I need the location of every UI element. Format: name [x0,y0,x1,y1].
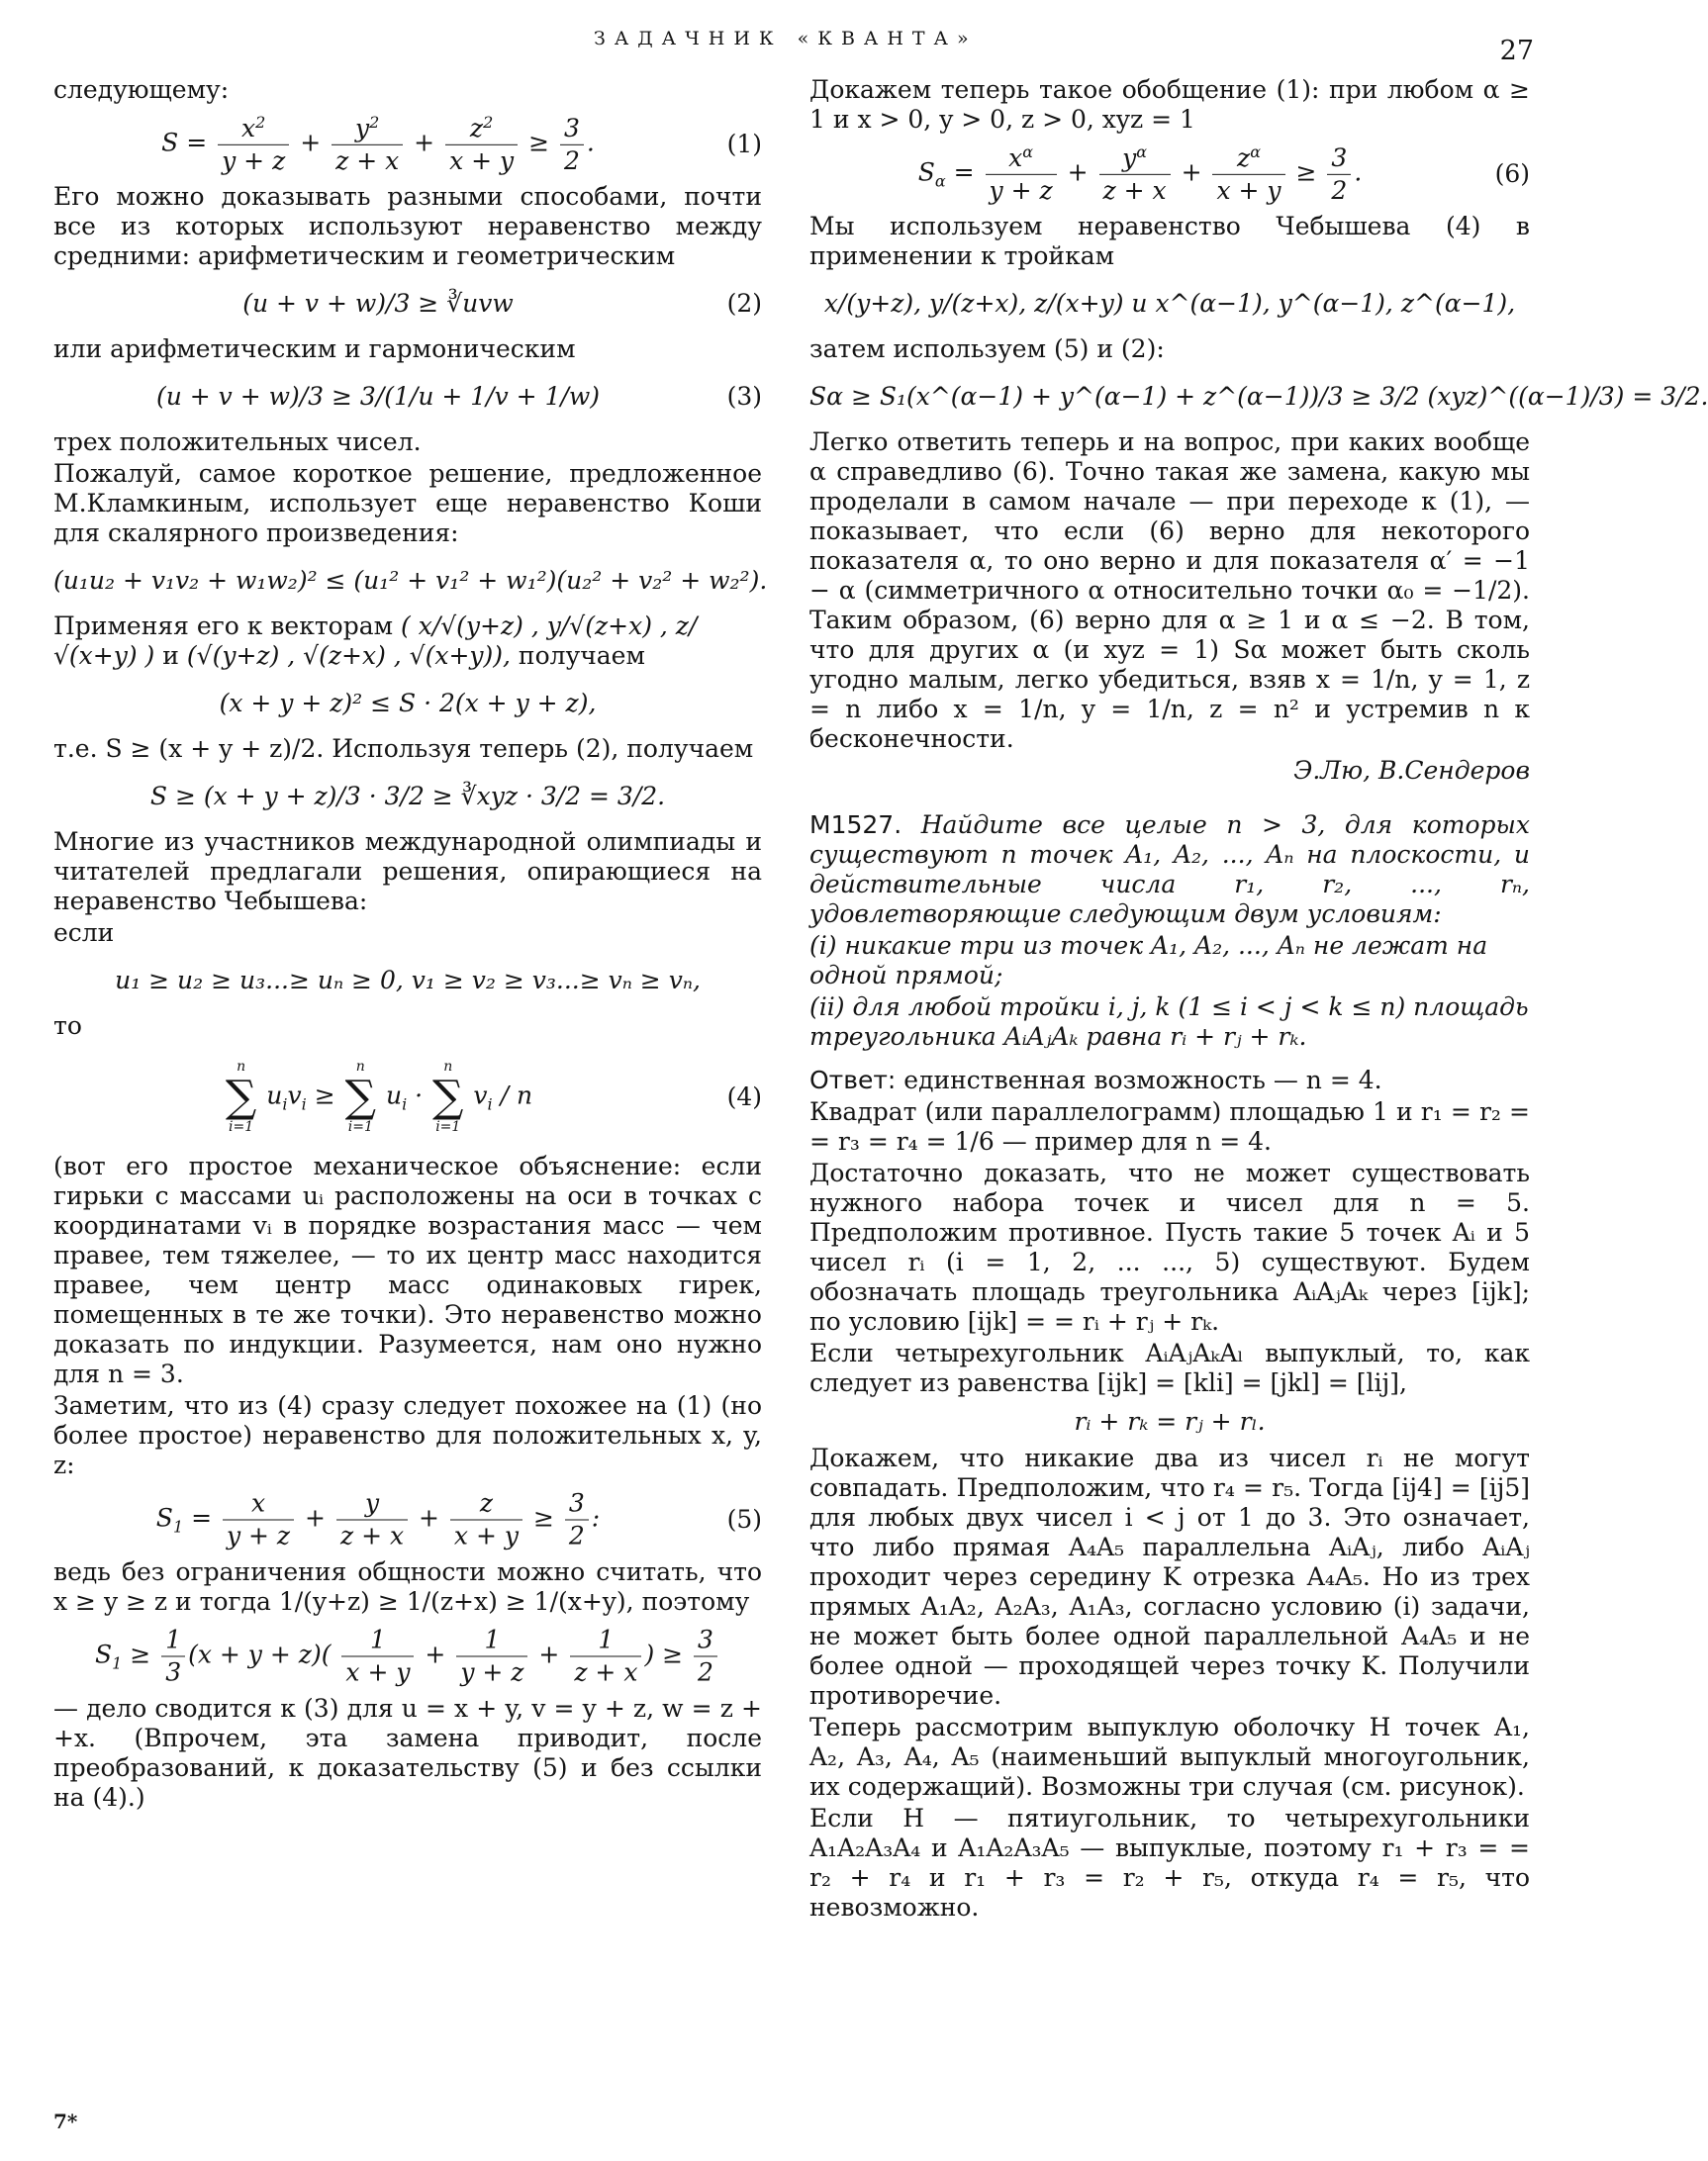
left-column [53,75,768,1815]
text: и [162,641,179,670]
equation-5 [53,1482,762,1557]
equation-r [809,1400,1530,1444]
vector-2: (√(y+z) , √(z+x) , √(x+y)), [186,641,511,670]
answer-label: Ответ: [809,1066,897,1094]
text: Применяя его к векторам [53,611,394,640]
s1-formula: $S_1$ ≥ $\frac{1}{3}$ (x + y + z)( $\frac{1}{x + y}$ + $\frac{1}{y + z}$ + $\frac{1}{z + x}$ ) ≥ $\frac{3}{2}$ [53,1626,762,1688]
sa-formula: Sα ≥ S₁(x^(α−1) + y^(α−1) + z^(α−1))/3 ≥ 3/2 (xyz)^((α−1)/3) = 3/2. [809,382,1708,411]
running-title: ЗАДАЧНИК «КВАНТА» [594,28,978,49]
paragraph: Легко ответить теперь и на вопрос, при каких вообще α справедливо (6). Точно такая же замена, какую мы проделали в самом начале — при переходе к (1), — показывает, что если (6) верно для некоторого показателя α, то оно верно и для показателя α′ = −1 − α (симметричного α относительно точки α₀ = −1/2). Таким образом, (6) верно для α ≥ 1 и α ≤ −2. В том, что для других α (и xyz = 1) Sα может быть сколь угодно малым, легко убедиться, взяв x = 1/n, y = 1, z = n либо x = 1/n, y = 1/n, z = n² и устремив n к бесконечности. [809,427,1530,753]
paragraph: следующему: [53,75,230,104]
answer [809,1066,1530,1095]
answer-text: единственная возможность — n = 4. [903,1066,1382,1094]
signature-mark: 7* [53,2110,78,2133]
equation-number: (6) [1494,159,1530,188]
paragraph: Мы используем неравенство Чебышева (4) в применении к тройкам [809,212,1530,270]
r-formula: rᵢ + rₖ = rⱼ + rₗ. [1074,1407,1266,1436]
vector-1: ( x/√(y+z) , y/√(z+x) , z/√(x+y) ) [53,611,698,670]
paragraph: Достаточно доказать, что не может существовать нужного набора точек и чисел для n = 5. Предположим противное. Пусть такие 5 точек Aᵢ и 5 чисел rᵢ (i = 1, 2, ... ..., 5) существуют. Будем обозначать площадь треугольника AᵢAⱼAₖ через [ijk]; по условию [ijk] = = rᵢ + rⱼ + rₖ. [809,1159,1530,1336]
paragraph: трех положительных чисел. [53,427,422,456]
condition-i: (i) никакие три из точек A₁, A₂, ..., Aₙ не лежат на одной прямой; [809,931,1488,989]
author-signature: Э.Лю, В.Сендеров [1293,756,1530,785]
equation-6 [809,137,1530,212]
paragraph: Если H — пятиугольник, то четырехугольники A₁A₂A₃A₄ и A₁A₂A₃A₅ — выпуклые, поэтому r₁ + r₃ = = r₂ + r₄ и r₁ + r₃ = r₂ + r₅, откуда r₄ = r₅, что невозможно. [809,1804,1530,1922]
cauchy-formula: (u₁u₂ + v₁v₂ + w₁w₂)² ≤ (u₁² + v₁² + w₁²)(u₂² + v₂² + w₂²). [53,566,768,595]
equation-2 [53,273,762,334]
problem-id: М1527. [809,810,902,839]
equation-number: (2) [726,289,762,318]
paragraph: Если четырехугольник AᵢAⱼAₖAₗ выпуклый, то, как следует из равенства [ijk] = [kli] = [jkl] = [lij], [809,1339,1530,1397]
paragraph: ведь без ограничения общности можно считать, что x ≥ y ≥ z и тогда 1/(y+z) ≥ 1/(z+x) ≥ 1/(x+y), поэтому [53,1557,762,1616]
equation-3 [53,366,762,427]
paragraph: Его можно доказывать разными способами, почти все из которых используют неравенство между средними: арифметическим и геометрическим [53,182,762,270]
equation-2-formula: (u + v + w)/3 ≥ ∛uvw [242,289,514,318]
equation-number: (4) [726,1082,762,1111]
paragraph: Докажем теперь такое обобщение (1): при любом α ≥ 1 и x > 0, y > 0, z > 0, xyz = 1 [809,75,1530,134]
problem-text: Найдите все целые n > 3, для которых существуют n точек A₁, A₂, ..., Aₙ на плоскости, и действительные числа r₁, r₂, ..., rₙ, удовлетворяющие следующим двум условиям: [809,810,1530,928]
problem-statement [809,810,1530,929]
equation-number: (3) [726,382,762,411]
equation-1 [53,107,762,182]
paragraph: или арифметическим и гармоническим [53,334,576,363]
s-formula: S ≥ (x + y + z)/3 · 3/2 ≥ ∛xyz · 3/2 = 3/2. [149,782,666,810]
equation-s1 [53,1619,762,1694]
equation-order [53,950,762,1011]
triples [809,273,1530,334]
equation-number: (5) [726,1505,762,1534]
equation-s [53,766,762,827]
triples-formula: x/(y+z), y/(z+x), z/(x+y) и x^(α−1), y^(α−1), z^(α−1), [823,289,1516,318]
paragraph: (вот его простое механическое объяснение: если гирьки с массами uᵢ расположены на оси в точках с координатами vᵢ в порядке возрастания масс — чем правее, тем тяжелее, — то их центр масс находится правее, чем центр масс одинаковых гирек, помещенных в те же точки). Это неравенство можно доказать по индукции. Разумеется, нам оно нужно для n = 3. [53,1152,762,1388]
paragraph: если [53,918,115,947]
equation-1-formula: S = $\frac{x^2}{y + z}$ + $\frac{y^2}{z + x}$ + $\frac{z^2}{x + y}$ ≥ $\frac{3}{2}$ . [161,112,595,176]
equation-4 [53,1043,762,1152]
equation-6-formula: $S_\alpha$ = $\frac{x^\alpha}{y + z}$ + $\frac{y^\alpha}{z + x}$ + $\frac{z^\alpha}{x + y}$ ≥ $\frac{3}{2}$ . [917,141,1363,206]
right-column [809,75,1708,1925]
paragraph: Многие из участников международной олимпиады и читателей предлагали решения, опирающиеся на неравенство Чебышева: [53,827,762,915]
paragraph: Докажем, что никакие два из чисел rᵢ не могут совпадать. Предположим, что r₄ = r₅. Тогда [ij4] = [ij5] для любых двух чисел i < j от 1 до 3. Это означает, что либо прямая A₄A₅ параллельна AᵢAⱼ, либо AᵢAⱼ проходит через середину K отрезка A₄A₅. Но из трех прямых A₁A₂, A₂A₃, A₁A₃, согласно условию (i) задачи, не может быть более одной параллельной A₄A₅ и не более одной — проходящей через точку K. Получили противоречие. [809,1444,1530,1710]
page-number: 27 [1499,36,1534,66]
equation-sa [809,366,1708,427]
equation-square [53,673,762,734]
paragraph: т.е. S ≥ (x + y + z)/2. Используя теперь (2), получаем [53,734,754,763]
square-formula: (x + y + z)² ≤ S · 2(x + y + z), [219,689,597,717]
condition-ii: (ii) для любой тройки i, j, k (1 ≤ i < j < k ≤ n) площадь треугольника AᵢAⱼAₖ равна rᵢ + rⱼ + rₖ. [809,992,1529,1051]
paragraph: затем используем (5) и (2): [809,334,1165,363]
equation-5-formula: $S_1$ = $\frac{x}{y + z}$ + $\frac{y}{z + x}$ + $\frac{z}{x + y}$ ≥ $\frac{3}{2}$ : [155,1488,601,1550]
paragraph: то [53,1011,82,1040]
paragraph: — дело сводится к (3) для u = x + y, v = y + z, w = z + +x. (Впрочем, эта замена приводит, после преобразований, к доказательству (5) и без ссылки на (4).) [53,1694,762,1812]
equation-4-formula: n ∑ i=1 $u_iv_i$ ≥ n ∑ i=1 $u_i$ · n ∑ i=1 $v_i$ / n [225,1059,533,1135]
paragraph: Квадрат (или параллелограмм) площадью 1 и r₁ = r₂ = = r₃ = r₄ = 1/6 — пример для n = 4. [809,1097,1530,1156]
paragraph: Заметим, что из (4) сразу следует похожее на (1) (но более простое) неравенство для положительных x, y, z: [53,1391,762,1479]
paragraph [53,611,762,671]
equation-number: (1) [726,130,762,158]
order-formula: u₁ ≥ u₂ ≥ u₃...≥ uₙ ≥ 0, v₁ ≥ v₂ ≥ v₃...≥ vₙ ≥ vₙ, [115,966,701,994]
page-header [0,28,1583,67]
cauchy-inequality [53,550,768,611]
equation-3-formula: (u + v + w)/3 ≥ 3/(1/u + 1/v + 1/w) [155,382,601,411]
paragraph: Теперь рассмотрим выпуклую оболочку H точек A₁, A₂, A₃, A₄, A₅ (наименьший выпуклый многоугольник, их содержащий). Возможны три случая (см. рисунок). [809,1713,1530,1801]
paragraph: Пожалуй, самое короткое решение, предложенное М.Кламкиным, использует еще неравенство Коши для скалярного произведения: [53,459,762,547]
text: получаем [518,641,645,670]
